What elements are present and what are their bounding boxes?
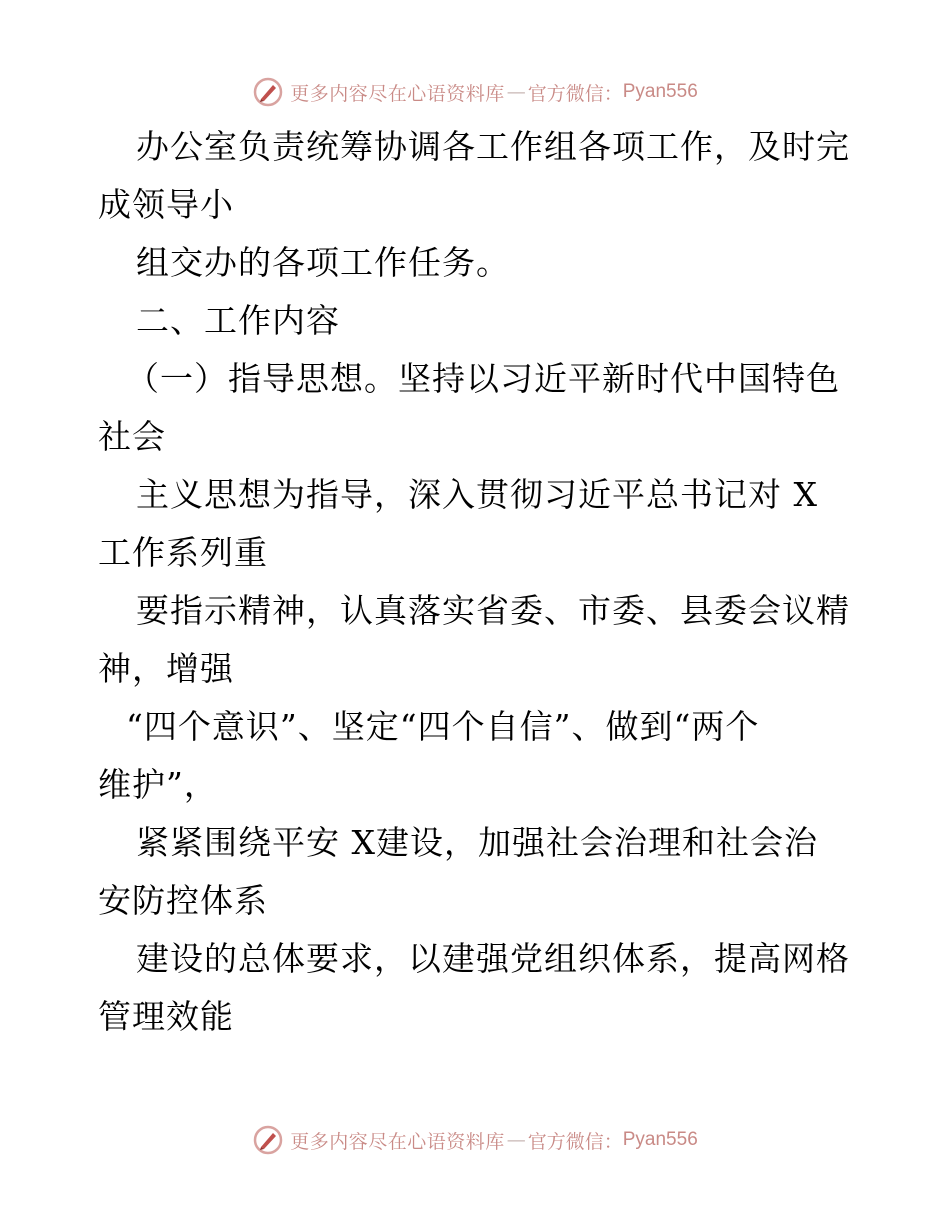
body-line: 要指示精神，认真落实省委、市委、县委会议精 [136,591,850,630]
header-watermark [0,72,950,112]
watermark-wechat-id: Pyan556 [622,81,698,102]
section-heading: 二、工作内容 [136,301,340,340]
body-line: 工作系列重 [98,533,268,572]
watermark-text: 更多内容尽在心语资料库 [290,1130,505,1153]
body-line: 主义思想为指导，深入贯彻习近平总书记对 X [136,475,818,514]
pen-logo-icon [252,1124,284,1156]
watermark-text: 更多内容尽在心语资料库 [290,82,505,105]
pen-logo-icon [252,76,284,108]
body-line: 维护”， [98,765,218,804]
body-line: 社会 [98,417,166,456]
watermark-separator: — [506,1129,526,1151]
watermark-separator: — [506,81,526,103]
watermark-wechat-label: 官方微信： [527,1130,623,1153]
footer-watermark [0,1120,950,1160]
body-line: 管理效能 [98,997,234,1036]
watermark-wechat-id: Pyan556 [622,1129,698,1150]
body-line: 成领导小 [98,185,234,224]
body-line: 组交办的各项工作任务。 [136,243,510,282]
document-body [98,118,858,1046]
body-line: （一）指导思想。坚持以习近平新时代中国特色 [126,359,840,398]
body-line: 紧紧围绕平安 X建设，加强社会治理和社会治 [136,823,818,862]
body-line: 安防控体系 [98,881,268,920]
watermark-wechat-label: 官方微信： [527,82,623,105]
body-line: 办公室负责统筹协调各工作组各项工作，及时完 [136,127,850,166]
body-line: “四个意识”、坚定“四个自信”、做到“两个 [126,707,760,746]
body-line: 建设的总体要求，以建强党组织体系，提高网格 [136,939,850,978]
body-line: 神，增强 [98,649,234,688]
